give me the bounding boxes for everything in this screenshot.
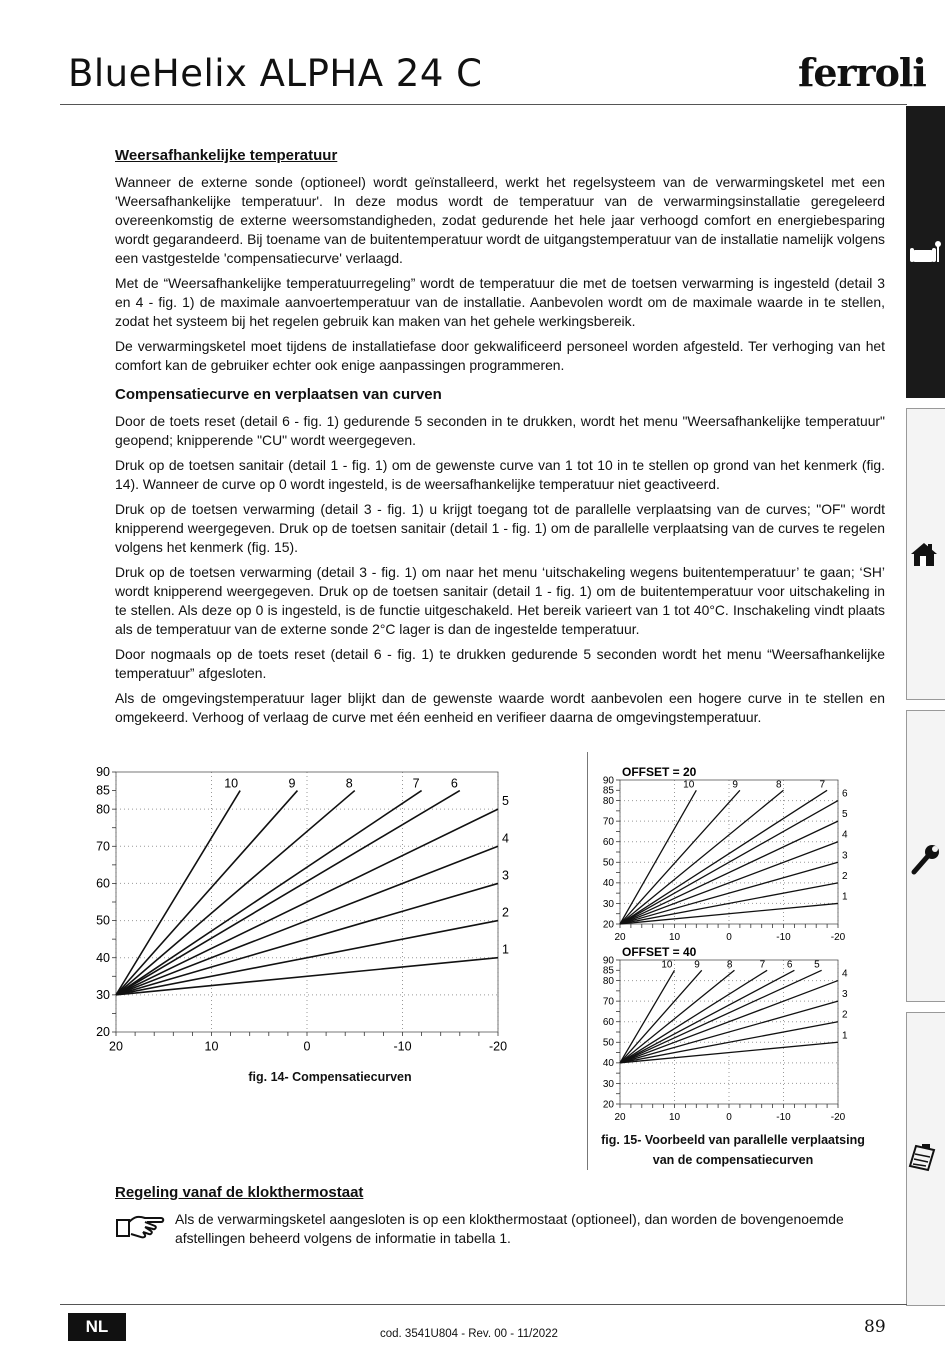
- curve-label: 1: [842, 891, 848, 903]
- y-tick-label: 85: [602, 785, 614, 797]
- curve-label: 4: [842, 829, 848, 841]
- curve-label: 3: [842, 850, 848, 862]
- y-tick-label: 30: [96, 988, 110, 1003]
- document-title: BlueHelix ALPHA 24 C: [68, 52, 483, 95]
- curve-label: 7: [412, 776, 420, 791]
- y-tick-label: 70: [602, 816, 614, 828]
- figure-divider: [587, 752, 588, 1170]
- y-tick-label: 30: [602, 898, 614, 910]
- y-tick-label: 80: [602, 975, 614, 987]
- curve-label: 10: [224, 776, 239, 791]
- language-badge: NL: [68, 1313, 126, 1341]
- curve-line: [116, 791, 355, 995]
- y-tick-label: 60: [602, 1017, 614, 1029]
- curve-label: 6: [450, 776, 458, 791]
- x-tick-label: 20: [614, 1112, 626, 1123]
- paragraph: Druk op de toetsen verwarming (detail 3 - fig. 1) u krijgt toegang tot de parallelle verplaatsing van de curves; "OF" wordt knipperend weergegeven. Druk op de toetsen sanitair (detail 1 - fig. 1) om de parallelle verplaatsing van de curves te regelen volgens het kenmerk (fig. 15).: [115, 501, 885, 555]
- y-tick-label: 85: [96, 783, 110, 798]
- x-tick-label: -10: [776, 932, 791, 943]
- x-tick-label: -10: [776, 1112, 791, 1123]
- paragraph: Druk op de toetsen sanitair (detail 1 - fig. 1) om de gewenste curve van 1 tot 10 in te stellen op grond van het kenmerk (fig. 14). Wanneer de curve op 0 wordt ingesteld, is de weersafhankelijke temperatuur niet geactiveerd.: [115, 457, 885, 492]
- y-tick-label: 50: [602, 857, 614, 869]
- section-title-klokthermostaat: Regeling vanaf de klokthermostaat: [115, 1184, 364, 1201]
- user-icon: [906, 238, 944, 275]
- x-tick-label: -20: [488, 1039, 508, 1054]
- curve-line: [116, 958, 498, 995]
- y-tick-label: 50: [602, 1037, 614, 1049]
- y-tick-label: 20: [602, 919, 614, 931]
- curve-label: 1: [502, 942, 509, 957]
- curve-label: 10: [661, 959, 673, 971]
- curve-label: 2: [842, 1009, 848, 1021]
- curve-line: [620, 970, 734, 1063]
- curve-label: 2: [842, 870, 848, 882]
- x-tick-label: 20: [109, 1039, 123, 1054]
- x-tick-label: 10: [204, 1039, 219, 1054]
- y-tick-label: 80: [96, 802, 110, 817]
- curve-label: 8: [775, 779, 782, 791]
- fig15-chart-offset40: [598, 940, 848, 1123]
- house-icon: [906, 538, 944, 577]
- section-title-weersafhankelijk: Weersafhankelijke temperatuur: [115, 147, 338, 164]
- fig14-chart: [88, 760, 509, 1054]
- x-tick-label: 10: [668, 1112, 681, 1123]
- curve-line: [116, 791, 460, 995]
- x-tick-label: -10: [393, 1039, 412, 1054]
- y-tick-label: 40: [96, 950, 110, 965]
- brand-logo: ferroli: [798, 50, 926, 95]
- paragraph: Wanneer de externe sonde (optioneel) wordt geïnstalleerd, werkt het regelsysteem van de verwarmingsketel met een 'Weersafhankelijke temperatuur'. In deze modus wordt de temperatuur van de verwarmingsinstallatie geregeleerd overeenkomstig de externe weersomstandigheden, zodat gedurende het hele jaar verhoogd comfort en energiebesparing wordt gegarandeerd. Bij toename van de buitentemperatuur wordt de uitgangstemperatuur van de installatie namelijk volgens een vastgestelde 'compensatiecurve' verlaagd.: [115, 174, 885, 266]
- main-content: [115, 146, 885, 733]
- document-code: cod. 3541U804 - Rev. 00 - 11/2022: [380, 1328, 558, 1340]
- curve-label: 8: [726, 959, 733, 971]
- fig15-chart-offset20: [598, 760, 848, 943]
- curve-label: 4: [842, 968, 848, 980]
- paragraph: Druk op de toetsen verwarming (detail 3 - fig. 1) om naar het menu ‘uitschakeling wegens buitentemperatuur’ te gaan; ‘SH’ wordt knipperend weergegeven. Druk op de toetsen sanitair (detail 1 - fig. 1) om de buitentemperatuur voor uitschakeling in te stellen. Als deze op 0 is ingesteld, is de functie uitgeschakeld. Het bereik varieert van 1 tot 40°C. Inschakeling vindt plaats als de temperatuur van de externe sonde 2°C lager is dan de ingestelde temperatuur.: [115, 564, 885, 637]
- y-tick-label: 90: [602, 775, 614, 787]
- x-tick-label: 0: [726, 1112, 732, 1123]
- note-paragraph: Als de verwarmingsketel aangesloten is op een klokthermostaat (optioneel), dan worden de bovengenoemde afstellingen beheerd volgens de informatie in tabella 1.: [175, 1211, 844, 1246]
- curve-label: 6: [786, 959, 793, 971]
- y-tick-label: 20: [96, 1025, 110, 1040]
- chart-title: OFFSET = 40: [622, 945, 697, 959]
- y-tick-label: 70: [96, 839, 110, 854]
- y-tick-label: 90: [602, 955, 614, 967]
- curve-line: [116, 791, 422, 995]
- curve-label: 3: [502, 868, 509, 883]
- y-tick-label: 40: [602, 1058, 614, 1070]
- y-tick-label: 80: [602, 795, 614, 807]
- curve-line: [620, 862, 838, 924]
- curve-label: 4: [502, 831, 509, 846]
- curve-line: [620, 1001, 838, 1063]
- curve-label: 10: [683, 779, 695, 791]
- x-tick-label: 0: [303, 1039, 311, 1054]
- pointing-hand-icon: [115, 1212, 165, 1247]
- x-tick-label: 0: [726, 932, 732, 943]
- y-tick-label: 50: [96, 913, 110, 928]
- paragraph: Door nogmaals op de toets reset (detail 6 - fig. 1) te drukken gedurende 5 seconden wordt het menu “Weersafhankelijke temperatuur” afgesloten.: [115, 646, 885, 681]
- chart-title: OFFSET = 20: [622, 765, 697, 779]
- section-title-compensatiecurve: Compensatiecurve en verplaatsen van curven: [115, 386, 442, 403]
- curve-label: 9: [288, 776, 296, 791]
- curve-label: 8: [345, 776, 353, 791]
- fig14-caption: fig. 14- Compensatiecurven: [248, 1070, 412, 1084]
- curve-line: [620, 970, 822, 1063]
- curve-label: 6: [842, 788, 848, 800]
- paragraph: Als de omgevingstemperatuur lager blijkt dan de gewenste waarde wordt aanbevolen een hogere curve in te stellen en omgekeerd. Verhoog of verlaag de curve met één eenheid en verifieer daarna de omgevingstemperatuur.: [115, 690, 885, 725]
- header-divider: [60, 104, 907, 105]
- curve-label: 7: [819, 779, 826, 791]
- section-klokthermostaat: [115, 1183, 885, 1208]
- page-number: 89: [864, 1317, 886, 1337]
- curve-label: 7: [759, 959, 766, 971]
- curve-label: 9: [732, 779, 738, 791]
- curve-line: [620, 790, 740, 924]
- y-tick-label: 20: [602, 1099, 614, 1111]
- curve-label: 5: [842, 809, 848, 821]
- wrench-icon: [906, 842, 944, 883]
- curve-label: 5: [814, 959, 820, 971]
- paragraph: Met de “Weersafhankelijke temperatuurregeling” wordt de temperatuur die met de toetsen verwarming is ingesteld (detail 3 en 4 - fig. 1) de maximale aanvoertemperatuur van de installatie. Aanbevolen wordt om de maximale waarde in te stellen, zodat het systeem bij het regelen gebruik kan maken van het gehele werkingsbereik.: [115, 275, 885, 329]
- curve-line: [620, 790, 784, 924]
- x-tick-label: 10: [668, 932, 681, 943]
- footer-divider: [60, 1304, 907, 1305]
- paragraph: Door de toets reset (detail 6 - fig. 1) gedurende 5 seconden in te drukken, wordt het menu "Weersafhankelijke temperatuur" geopend; knipperende "CU" wordt weergegeven.: [115, 413, 885, 448]
- paragraph: De verwarmingsketel moet tijdens de installatiefase door gekwalificeerd personeel worden afgesteld. Ter verhoging van het comfort kan de gebruiker echter ook enige aanpassingen programmeren.: [115, 338, 885, 373]
- curve-line: [620, 970, 702, 1063]
- curve-label: 2: [502, 905, 509, 920]
- y-tick-label: 85: [602, 965, 614, 977]
- x-tick-label: -20: [830, 1112, 846, 1123]
- y-tick-label: 30: [602, 1078, 614, 1090]
- curve-label: 3: [842, 989, 848, 1001]
- fig15-caption: fig. 15- Voorbeeld van parallelle verplaatsing van de compensatiecurven: [601, 1133, 865, 1167]
- y-tick-label: 60: [96, 876, 110, 891]
- curve-label: 5: [502, 794, 509, 809]
- clipboard-icon: [906, 1140, 944, 1181]
- y-tick-label: 90: [96, 765, 110, 780]
- y-tick-label: 40: [602, 878, 614, 890]
- x-tick-label: 20: [614, 932, 626, 943]
- curve-line: [620, 790, 696, 924]
- curve-label: 9: [694, 959, 700, 971]
- curve-label: 1: [842, 1030, 848, 1042]
- y-tick-label: 60: [602, 837, 614, 849]
- y-tick-label: 70: [602, 996, 614, 1008]
- x-tick-label: -20: [830, 932, 846, 943]
